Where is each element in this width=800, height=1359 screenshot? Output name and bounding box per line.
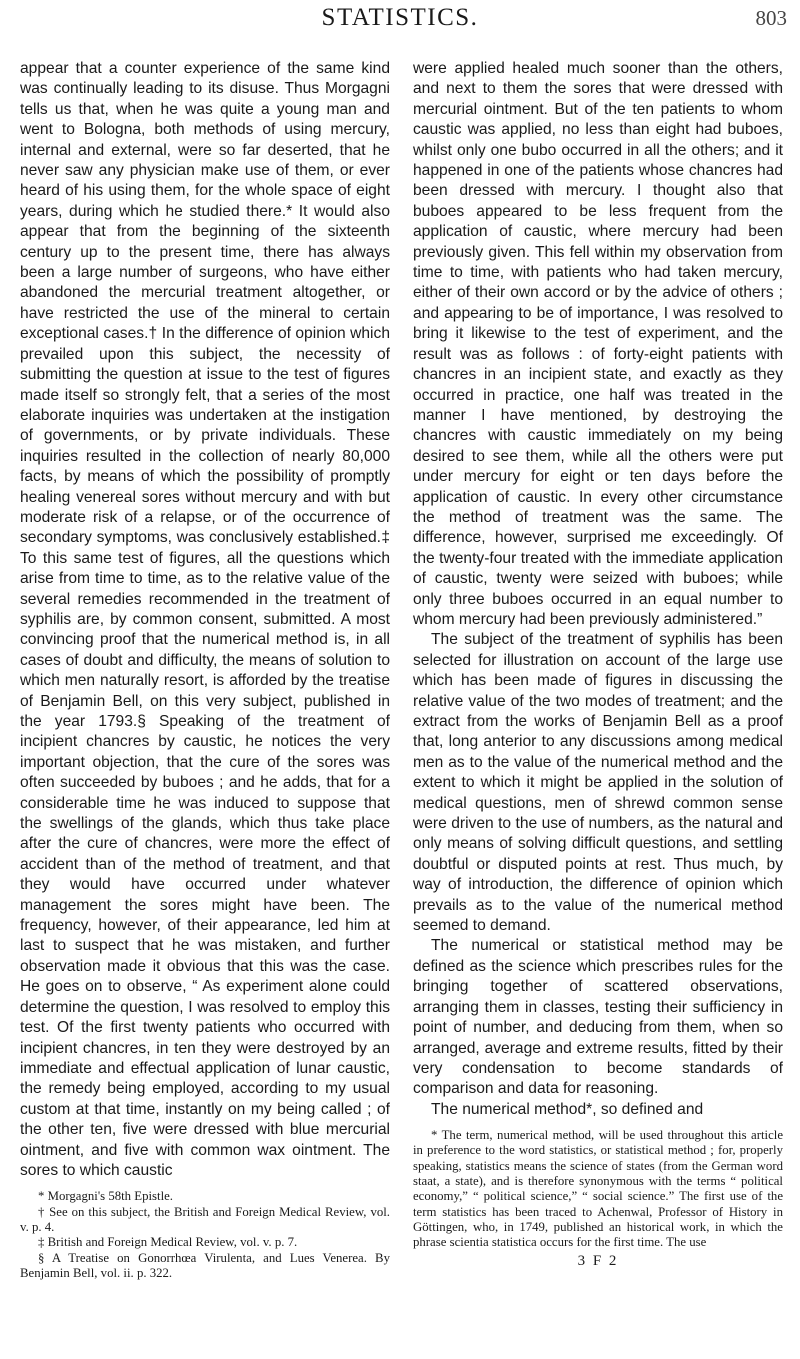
body-paragraph: The numerical method*, so defined and bbox=[431, 1100, 704, 1118]
footnote: * Morgagni's 58th Epistle. bbox=[38, 1189, 174, 1204]
footnotes-left bbox=[20, 1189, 390, 1281]
body-paragraph: The numerical or statistical method may be defined as the science which prescribes rules for the bringing together of scattered observations, arranging them in classes, testing their sufficiency in point of number, and deducing from them, when so arranged, average and extreme results, fitted by their very condensation to become standards of comparison and data for reasoning. bbox=[413, 937, 783, 1098]
footnote: ‡ British and Foreign Medical Review, vol. v. p. 7. bbox=[38, 1235, 298, 1250]
running-title: STATISTICS. bbox=[321, 4, 479, 31]
body-paragraph: appear that a counter experience of the same kind was continually leading to its disuse. Thus Morgagni tells us that, when he was quite a young man and went to Bologna, both methods of using mercury, internal and external, were so far deserted, that he never saw any physician make use of them, or ever heard of his using them, for the whole space of eight years, during which he studied there.* It would also appear that from the beginning of the sixteenth century up to the present time, there has always been a large number of surgeons, who have either abandoned the mercurial treatment altogether, or have restricted the use of the mineral to certain exceptional cases.† In the difference of opinion which prevailed upon this subject, the necessity of submitting the question at issue to the test of figures made itself so strongly felt, that a series of the most elaborate inquiries was undertaken at the instigation of governments, or by private individuals. These inquiries resulted in the collection of nearly 80,000 facts, by means of which the possibility of promptly healing venereal sores without mercury and with but moderate risk of a relapse, or of the occurrence of secondary symptoms, was conclusively established.‡ To this same test of figures, all the questions which arise from time to time, as to the relative value of the several remedies recommended in the treatment of syphilis are, by common consent, submitted. A most convincing proof that the numerical method is, in all cases of doubt and difficulty, the means of solution to which men naturally resort, is afforded by the treatise of Benjamin Bell, on this very subject, published in the year 1793.§ Speaking of the treatment of incipient chancres by caustic, he notices the very important objection, that the cure of the sores was often succeeded by buboes ; and he adds, that for a considerable time he was induced to suppose that the swellings of the glands, which thus take place after the cure of chancres, were more the effect of accident than of the method of treatment, and that they would have occurred under whatever management the sores might have been. The frequency, however, of their appearance, led him at last to suspect that he was mistaken, and further observation made it obvious that this was the case. He goes on to observe, “ As experiment alone could determine the question, I was resolved to employ this test. Of the first twenty patients who occurred with incipient chancres, in ten they were destroyed by an immediate and effectual application of lunar caustic, the remedy being employed, according to my usual custom at that time, instantly on my being called ; of the other ten, five were dressed with blue mercurial ointment, and five with common wax ointment. The sores to which caustic bbox=[20, 60, 390, 1179]
left-column bbox=[20, 59, 390, 1281]
running-head bbox=[0, 4, 800, 44]
footnotes-right bbox=[413, 1128, 783, 1250]
footnote: § A Treatise on Gonorrhœa Virulenta, and Lues Venerea. By Benjamin Bell, vol. ii. p. 322. bbox=[20, 1250, 390, 1280]
footnote: † See on this subject, the British and Foreign Medical Review, vol. v. p. 4. bbox=[20, 1204, 390, 1234]
printer-signature-mark: 3 F 2 bbox=[577, 1252, 619, 1269]
page-number: 803 bbox=[755, 6, 787, 30]
body-paragraph: were applied healed much sooner than the others, and next to them the sores that were dressed with mercurial ointment. But of the ten patients to whom caustic was applied, no less than eight had buboes, whilst only one bubo occurred in all the others; and it happened in one of the patients whose chancres had been dressed with mercury. I thought also that buboes appeared to be less frequent from the application of caustic, where mercury had been previously given. This fell within my observation from time to time, with patients who had taken mercury, either of their own accord or by the advice of others ; and appearing to be of importance, I was resolved to bring it likewise to the test of experiment, and the result was as follows : of forty-eight patients with chancres in an incipient state, and exactly as they occurred in practice, one half was treated in the manner I have mentioned, by destroying the chancres with caustic immediately on my being desired to see them, while all the others were put under mercury for eight or ten days before the application of caustic. In every other circumstance the method of treatment was the same. The difference, however, surprised me exceedingly. Of the twenty-four treated with the immediate application of caustic, twenty were seized with buboes; while only three buboes occurred in an equal number to whom mercury had been previously administered.” bbox=[413, 60, 783, 628]
body-paragraph: The subject of the treatment of syphilis has been selected for illustration on account of the large use which has been made of figures in discussing the relative value of the two modes of treatment; and the extract from the works of Benjamin Bell as a proof that, long anterior to any discussions among medical men as to the value of the numerical method and the extent to which it might be applied in the solution of medical questions, men of shrewd common sense were driven to the use of numbers, as the natural and only means of solving difficult questions, and settling doubtful or disputed points at rest. Thus much, by way of introduction, the difference of opinion which prevails as to the value of the numerical method seemed to demand. bbox=[413, 631, 783, 935]
footnote: * The term, numerical method, will be used throughout this article in preference to the word statistics, or statistical method ; for, properly speaking, statistics means the science of states (from the German word staat, a state), and is therefore synonymous with the terms “ political economy,” “ political science,” “ social science.” The first use of the term statistics has been traced to Achenwal, Professor of History in Göttingen, who, in 1749, published an historical work, in which the phrase scientia statistica occurs for the first time. The use bbox=[413, 1128, 783, 1250]
right-column bbox=[413, 59, 783, 1271]
